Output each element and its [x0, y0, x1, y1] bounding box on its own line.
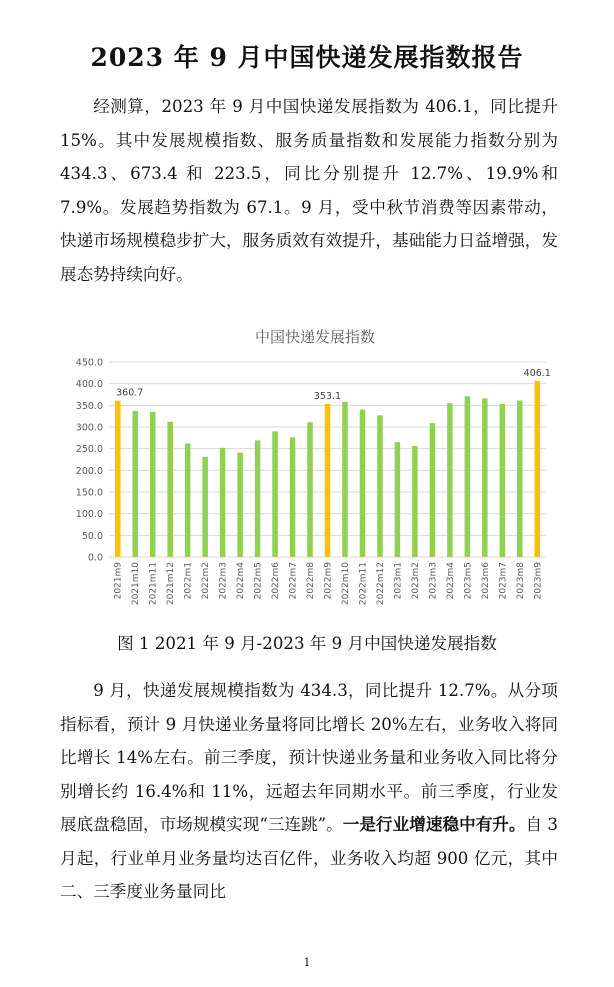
scale-paragraph-text: 9 月，快递发展规模指数为 434.3，同比提升 12.7%。从分项指标看，预计 9 月快递业务量将同比增长 20%左右，业务收入将同比增长 14%左右。前三季度，预计快递业务量和业务收入同比将分别增长约 16.4%和 11%，远超去年同期水平。前三季度，行业发展底盘稳固，市场规模实现“三连跳”。: [60, 681, 558, 834]
bar-2023m5: [465, 396, 471, 557]
bar-2023m8: [517, 401, 523, 557]
x-tick-label: 2023m6: [480, 562, 491, 600]
x-tick-label: 2023m4: [445, 562, 456, 600]
x-tick-label: 2022m10: [340, 562, 351, 606]
bar-2022m4: [237, 453, 243, 557]
bar-2022m12: [377, 415, 383, 557]
bar-2022m8: [307, 422, 313, 557]
x-tick-label: 2022m12: [375, 562, 386, 606]
x-tick-label: 2022m11: [358, 562, 369, 606]
bar-2023m1: [395, 442, 401, 557]
chart-title: 中国快递发展指数: [254, 328, 376, 346]
x-tick-label: 2021m9: [113, 562, 124, 600]
bar-2021m9: [115, 401, 121, 557]
x-tick-label: 2023m3: [428, 562, 439, 600]
page-number: 1: [303, 956, 311, 969]
x-tick-label: 2023m5: [463, 562, 474, 600]
data-label: 360.7: [116, 387, 144, 399]
express-index-chart: [60, 318, 560, 620]
figure-caption: 图 1 2021 年 9 月-2023 年 9 月中国快递发展指数: [117, 634, 497, 653]
bar-2022m9: [325, 404, 331, 557]
bar-2022m1: [185, 443, 191, 557]
y-tick-label: 200.0: [75, 465, 103, 477]
x-tick-label: 2022m6: [271, 562, 282, 600]
bar-2021m11: [150, 412, 156, 557]
bar-2022m11: [360, 410, 366, 557]
x-tick-label: 2021m11: [148, 562, 159, 606]
bar-2022m2: [202, 457, 208, 557]
bar-2021m12: [167, 422, 173, 557]
x-tick-label: 2021m10: [131, 562, 142, 606]
scale-paragraph-rest: 自 3 月起，行业单月业务量均达百亿件，业务收入均超 900 亿元，其中二、三季度业务量同比: [60, 815, 558, 901]
scale-paragraph-bold: 一是行业增速稳中有升。: [342, 814, 526, 834]
bar-2022m5: [255, 440, 261, 557]
bar-2023m9: [535, 381, 541, 557]
x-tick-label: 2023m1: [393, 562, 404, 600]
x-tick-label: 2022m5: [253, 562, 264, 600]
x-tick-label: 2022m3: [218, 562, 229, 600]
bar-2022m3: [220, 448, 226, 557]
y-tick-label: 450.0: [75, 357, 103, 369]
data-label: 406.1: [523, 368, 551, 380]
bar-2023m2: [412, 446, 418, 557]
x-tick-label: 2023m8: [515, 562, 526, 600]
y-tick-label: 50.0: [81, 530, 103, 542]
x-tick-label: 2022m7: [288, 562, 299, 600]
y-tick-label: 300.0: [75, 422, 103, 434]
x-tick-label: 2023m9: [533, 562, 544, 600]
scale-paragraph: [60, 674, 558, 909]
y-tick-label: 350.0: [75, 400, 103, 412]
x-tick-label: 2022m1: [183, 562, 194, 600]
report-title: 2023 年 9 月中国快递发展指数报告: [90, 43, 524, 72]
x-tick-label: 2022m4: [236, 562, 247, 600]
bar-2022m6: [272, 431, 278, 557]
y-tick-label: 100.0: [75, 509, 103, 521]
y-tick-label: 400.0: [75, 379, 103, 391]
bar-2023m7: [500, 404, 506, 557]
y-tick-label: 250.0: [75, 444, 103, 456]
bar-2022m10: [342, 402, 348, 557]
x-tick-label: 2023m2: [410, 562, 421, 600]
bar-2021m10: [132, 411, 138, 557]
bar-2022m7: [290, 437, 296, 557]
x-tick-label: 2022m9: [323, 562, 334, 600]
bar-2023m3: [430, 423, 436, 557]
bar-2023m6: [482, 398, 488, 557]
x-tick-label: 2022m2: [201, 562, 212, 600]
data-label: 353.1: [313, 390, 342, 402]
y-tick-label: 150.0: [75, 487, 103, 499]
y-tick-label: 0.0: [87, 552, 103, 564]
bar-2023m4: [447, 403, 453, 557]
intro-paragraph: 经测算，2023 年 9 月中国快递发展指数为 406.1，同比提升 15%。其中发展规模指数、服务质量指数和发展能力指数分别为 434.3、673.4 和 223.5，同比分别提升 12.7%、19.9%和 7.9%。发展趋势指数为 67.1。9 月，受中秋节消费等因素带动，快递市场规模稳步扩大，服务质效有效提升，基础能力日益增强，发展态势持续向好。: [60, 97, 558, 284]
x-tick-label: 2021m12: [166, 562, 177, 606]
x-tick-label: 2022m8: [306, 562, 317, 600]
x-tick-label: 2023m7: [498, 562, 509, 600]
